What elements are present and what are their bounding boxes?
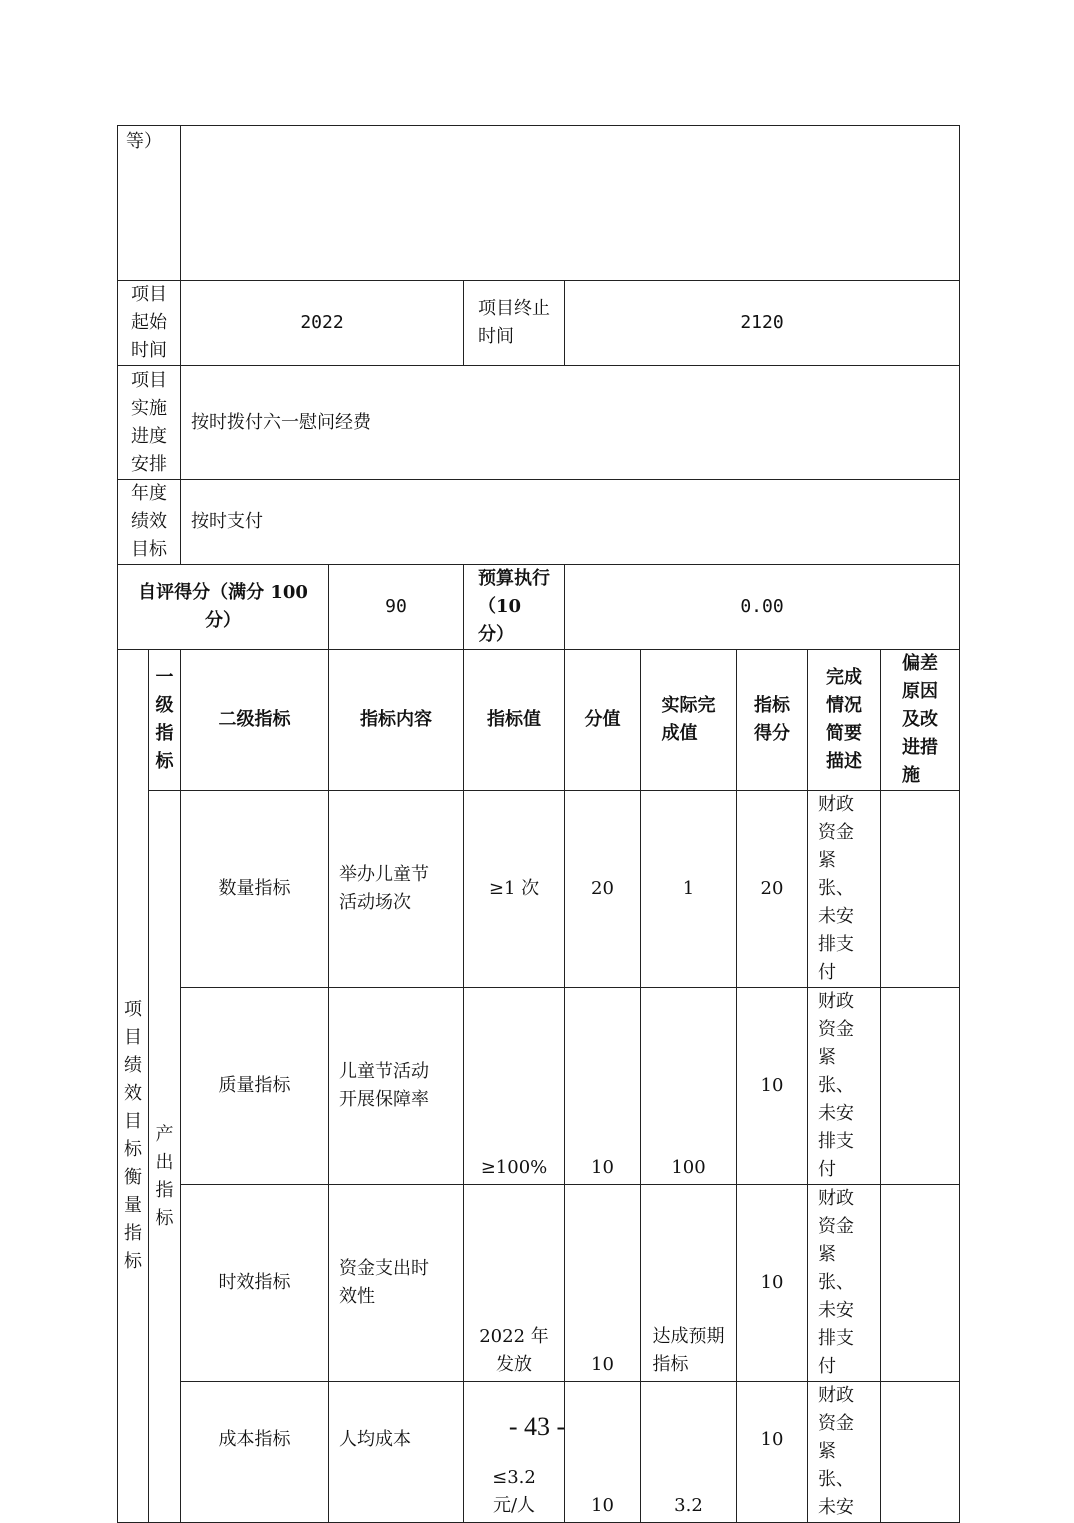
side-label: 项目绩效目标衡量指标 [124, 999, 142, 1272]
row-actual: 达成预期指标 [652, 1326, 725, 1375]
row-points: 10 [565, 1382, 641, 1523]
row-actual-cell [641, 1185, 737, 1382]
row-content-cell [329, 1185, 464, 1382]
level1-output: 产出指标 [155, 1123, 174, 1229]
performance-table [117, 125, 960, 1523]
row-points: 20 [565, 791, 641, 988]
header-desc: 完成情况简要描述 [826, 667, 862, 772]
self-score-value: 90 [329, 565, 464, 650]
row-actual: 1 [641, 791, 737, 988]
row-desc-cell [808, 791, 881, 988]
row-points: 10 [565, 988, 641, 1185]
self-score-label: 自评得分（满分 100 分） [118, 565, 329, 650]
row-actual: 100 [641, 988, 737, 1185]
row-desc: 财政资金紧张、未安 [818, 1385, 854, 1518]
row-target-cell [464, 1185, 565, 1382]
budget-label-cell [464, 565, 565, 650]
row-reason [881, 988, 960, 1185]
row-reason [881, 791, 960, 988]
header-content: 指标内容 [329, 650, 464, 791]
start-value: 2022 [181, 281, 464, 366]
table-row [118, 988, 960, 1185]
row-points: 10 [565, 1185, 641, 1382]
row-target: ≥1 次 [464, 791, 565, 988]
row-level2: 质量指标 [181, 988, 329, 1185]
row-actual: 3.2 [641, 1382, 737, 1523]
end-value: 2120 [565, 281, 960, 366]
row-content: 儿童节活动开展保障率 [339, 1061, 429, 1110]
goal-value: 按时支付 [181, 480, 960, 565]
side-label-cell [118, 650, 149, 1523]
page-number: - 43 - [508, 1412, 566, 1441]
header-desc-cell [808, 650, 881, 791]
row-level2: 数量指标 [181, 791, 329, 988]
goal-label: 年度绩效目标 [131, 483, 167, 560]
row-content-cell [329, 791, 464, 988]
header-target: 指标值 [464, 650, 565, 791]
end-label-cell [464, 281, 565, 366]
progress-label-cell [118, 366, 181, 480]
cont-value-cell [181, 126, 960, 281]
progress-value: 按时拨付六一慰问经费 [181, 366, 960, 480]
row-desc-cell [808, 988, 881, 1185]
budget-label: 预算执行（10 分） [478, 568, 550, 645]
header-level1-cell [149, 650, 181, 791]
header-reason: 偏差原因及改进措施 [902, 653, 938, 786]
cont-label: 等） [126, 131, 162, 152]
start-label: 项目起始时间 [131, 284, 167, 361]
cont-label-cell [118, 126, 181, 281]
row-content: 资金支出时效性 [339, 1258, 429, 1307]
progress-label: 项目实施进度安排 [131, 369, 167, 475]
header-level1: 一级指标 [155, 667, 174, 772]
table-row [118, 791, 960, 988]
start-label-cell [118, 281, 181, 366]
header-level2: 二级指标 [181, 650, 329, 791]
end-label: 项目终止时间 [478, 298, 550, 347]
row-desc: 财政资金紧张、未安排支付 [818, 1188, 854, 1377]
goal-label-cell [118, 480, 181, 565]
row-content: 举办儿童节活动场次 [339, 864, 429, 913]
row-target: ≤3.2 元/人 [492, 1467, 536, 1516]
row-reason [881, 1382, 960, 1523]
row-target: 2022 年发放 [479, 1326, 549, 1375]
table-row [118, 1382, 960, 1523]
header-score-cell [737, 650, 808, 791]
row-score: 10 [737, 988, 808, 1185]
header-actual-cell [641, 650, 737, 791]
row-score: 10 [737, 1382, 808, 1523]
row-reason [881, 1185, 960, 1382]
row-target: ≥100% [464, 988, 565, 1185]
header-reason-cell [881, 650, 960, 791]
row-level2: 时效指标 [181, 1185, 329, 1382]
row-content: 人均成本 [329, 1382, 464, 1523]
row-score: 20 [737, 791, 808, 988]
row-desc-cell [808, 1382, 881, 1523]
row-content-cell [329, 988, 464, 1185]
row-desc-cell [808, 1185, 881, 1382]
budget-value: 0.00 [565, 565, 960, 650]
row-target-cell [464, 1382, 565, 1523]
row-desc: 财政资金紧张、未安排支付 [818, 794, 854, 983]
header-points: 分值 [565, 650, 641, 791]
table-row [118, 1185, 960, 1382]
header-score: 指标得分 [754, 695, 790, 744]
row-desc: 财政资金紧张、未安排支付 [818, 991, 854, 1180]
row-level2: 成本指标 [181, 1382, 329, 1523]
row-score: 10 [737, 1185, 808, 1382]
header-actual: 实际完成值 [661, 695, 716, 744]
